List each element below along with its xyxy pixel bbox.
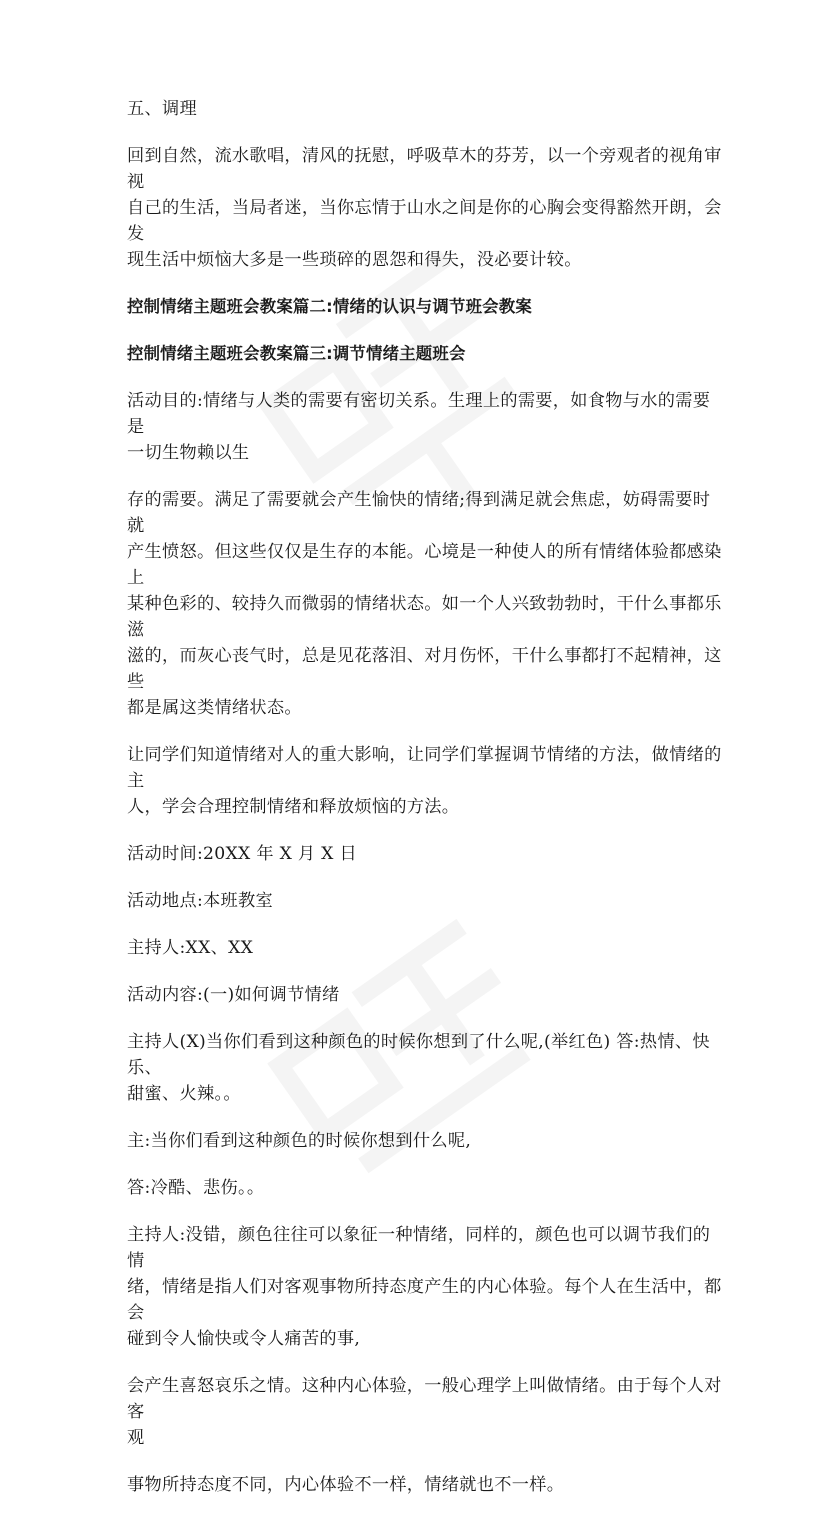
- paragraph-host-question: 主:当你们看到这种颜色的时候你想到什么呢,: [127, 1131, 472, 1151]
- text-line: 都是属这类情绪状态。: [127, 698, 302, 718]
- paragraph-needs: [127, 487, 727, 721]
- text-line: 碰到令人愉快或令人痛苦的事,: [127, 1329, 361, 1349]
- paragraph-conclusion: 事物所持态度不同，内心体验不一样，情绪就也不一样。: [127, 1475, 565, 1495]
- text-line: 存的需要。满足了需要就会产生愉快的情绪;得到满足就会焦虑，妨碍需要时就: [127, 490, 711, 536]
- text-line: 一切生物赖以生: [127, 443, 250, 463]
- paragraph-host-explanation: [127, 1222, 727, 1352]
- text-line: 绪，情绪是指人们对客观事物所持态度产生的内心体验。每个人在生活中，都会: [127, 1277, 722, 1323]
- text-line: 产生愤怒。但这些仅仅是生存的本能。心境是一种使人的所有情绪体验都感染上: [127, 542, 722, 588]
- document-body: [127, 96, 727, 1519]
- text-line: 滋的，而灰心丧气时，总是见花落泪、对月伤怀，干什么事都打不起精神，这些: [127, 646, 722, 692]
- text-line: 主持人(X)当你们看到这种颜色的时候你想到了什么呢,(举红色) 答:热情、快乐、: [127, 1032, 710, 1078]
- heading-part-three: 控制情绪主题班会教案篇三:调节情绪主题班会: [127, 344, 466, 363]
- text-line: 观: [127, 1428, 145, 1448]
- activity-location: 活动地点:本班教室: [127, 891, 273, 911]
- paragraph-emotion-definition: [127, 1373, 727, 1451]
- text-line: 现生活中烦恼大多是一些琐碎的恩怨和得失，没必要计较。: [127, 250, 582, 270]
- section-title: 五、调理: [127, 99, 197, 119]
- activity-time: 活动时间:20XX 年 X 月 X 日: [127, 844, 357, 864]
- text-line: 活动目的:情绪与人类的需要有密切关系。生理上的需要，如食物与水的需要是: [127, 391, 711, 437]
- activity-content: 活动内容:(一)如何调节情绪: [127, 985, 340, 1005]
- paragraph-purpose: [127, 388, 727, 466]
- text-line: 甜蜜、火辣。。: [127, 1084, 241, 1104]
- text-line: 回到自然，流水歌唱，清风的抚慰，呼吸草木的芬芳，以一个旁观者的视角审视: [127, 146, 722, 192]
- activity-host: 主持人:XX、XX: [127, 938, 254, 958]
- paragraph-nature: [127, 143, 727, 273]
- text-line: 让同学们知道情绪对人的重大影响，让同学们掌握调节情绪的方法，做情绪的主: [127, 745, 722, 791]
- paragraph-host-question-red: [127, 1029, 727, 1107]
- text-line: 会产生喜怒哀乐之情。这种内心体验，一般心理学上叫做情绪。由于每个人对客: [127, 1376, 722, 1422]
- paragraph-answer: 答:冷酷、悲伤。。: [127, 1178, 265, 1198]
- text-line: 主持人:没错，颜色往往可以象征一种情绪，同样的，颜色也可以调节我们的情: [127, 1225, 711, 1271]
- text-line: 自己的生活，当局者迷，当你忘情于山水之间是你的心胸会变得豁然开朗，会发: [127, 198, 722, 244]
- paragraph-goal: [127, 742, 727, 820]
- text-line: 人，学会合理控制情绪和释放烦恼的方法。: [127, 797, 460, 817]
- text-line: 某种色彩的、较持久而微弱的情绪状态。如一个人兴致勃勃时，干什么事都乐滋: [127, 594, 722, 640]
- heading-part-two: 控制情绪主题班会教案篇二:情绪的认识与调节班会教案: [127, 297, 532, 316]
